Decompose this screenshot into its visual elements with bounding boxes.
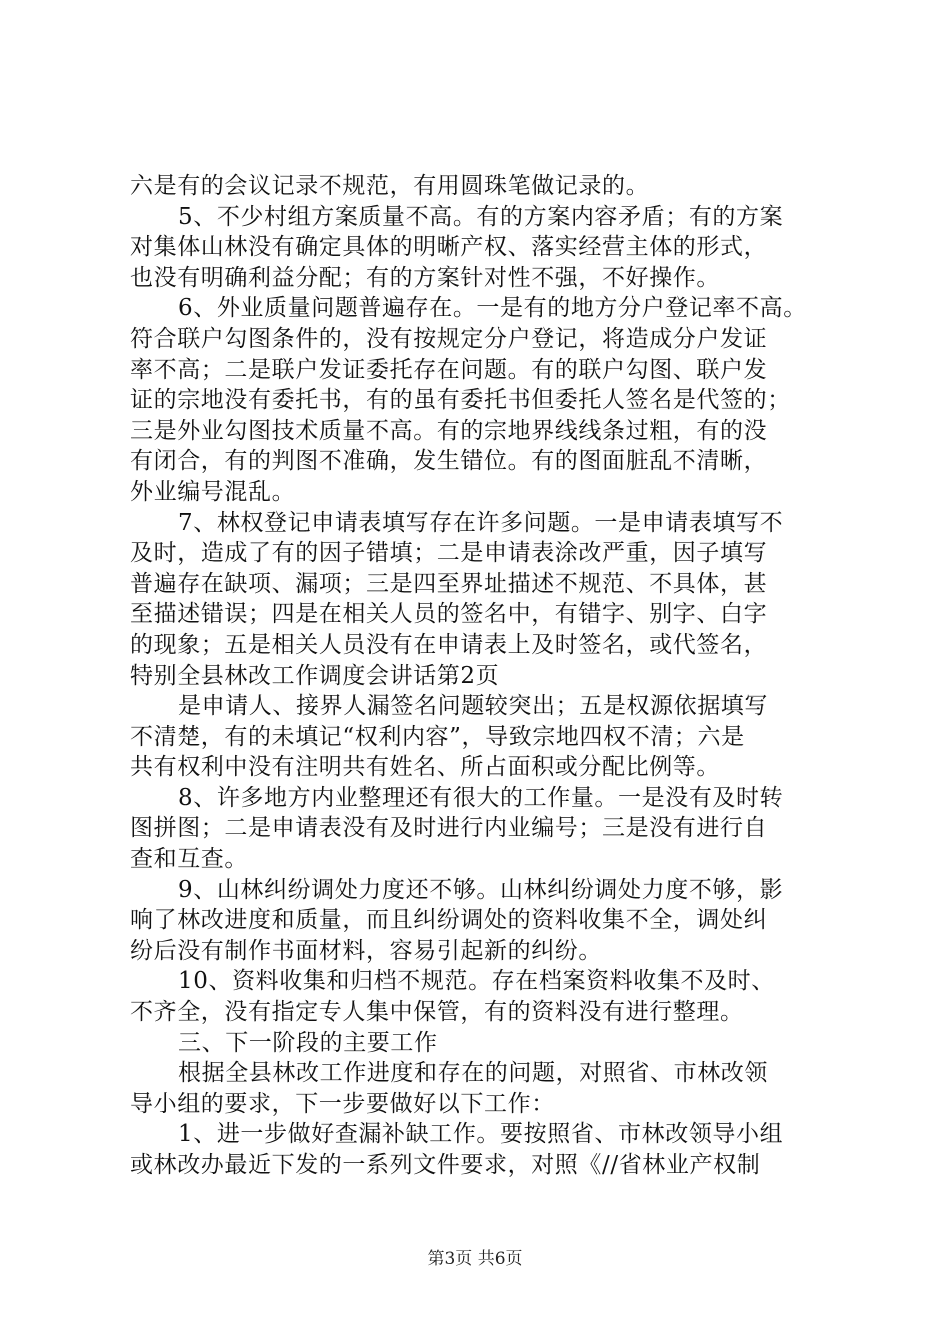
text-line: 符合联户勾图条件的，没有按规定分户登记，将造成分户发证 <box>130 325 768 352</box>
text-line: 查和互查。 <box>130 846 248 873</box>
page-footer <box>0 1244 950 1269</box>
text-line: 1、进一步做好查漏补缺工作。要按照省、市林改领导小组 <box>178 1121 784 1148</box>
text-line: 或林改办最近下发的一系列文件要求，对照《//省林业产权制 <box>130 1152 761 1178</box>
text-line: 10、资料收集和归档不规范。存在档案资料收集不及时、 <box>178 968 775 995</box>
text-line: 导小组的要求，下一步要做好以下工作： <box>130 1090 555 1117</box>
text-line: 证的宗地没有委托书，有的虽有委托书但委托人签名是代签的； <box>130 387 791 414</box>
text-line: 5、不少村组方案质量不高。有的方案内容矛盾；有的方案 <box>178 203 784 230</box>
text-line: 及时，造成了有的因子错填；二是申请表涂改严重，因子填写 <box>130 540 768 567</box>
text-line: 6、外业质量问题普遍存在。一是有的地方分户登记率不高。 <box>178 295 807 322</box>
text-line: 纷后没有制作书面材料，容易引起新的纠纷。 <box>130 937 602 964</box>
text-line: 不齐全，没有指定专人集中保管，有的资料没有进行整理。 <box>130 999 744 1026</box>
page-number-label: 第3页 共6页 <box>427 1249 523 1269</box>
text-line: 不清楚，有的未填记“权利内容”，导致宗地四权不清；六是 <box>130 723 745 750</box>
text-line: 普遍存在缺项、漏项；三是四至界址描述不规范、不具体，甚 <box>130 570 768 597</box>
text-line: 有闭合，有的判图不准确，发生错位。有的图面脏乱不清晰， <box>130 448 768 475</box>
text-line: 9、山林纠纷调处力度还不够。山林纠纷调处力度不够，影 <box>178 876 784 903</box>
text-line: 特别全县林改工作调度会讲话第2页 <box>130 662 500 689</box>
text-line: 图拼图；二是申请表没有及时进行内业编号；三是没有进行自 <box>130 815 768 842</box>
section-heading: 三、下一阶段的主要工作 <box>178 1029 438 1056</box>
text-line: 外业编号混乱。 <box>130 478 296 505</box>
text-line: 也没有明确利益分配；有的方案针对性不强，不好操作。 <box>130 264 720 291</box>
document-body <box>130 171 850 1181</box>
text-line: 8、许多地方内业整理还有很大的工作量。一是没有及时转 <box>178 784 784 811</box>
text-line: 至描述错误；四是在相关人员的签名中，有错字、别字、白字 <box>130 601 768 628</box>
text-line: 是申请人、接界人漏签名问题较突出；五是权源依据填写 <box>178 693 768 720</box>
text-line: 7、林权登记申请表填写存在许多问题。一是申请表填写不 <box>178 509 784 536</box>
text-line: 共有权利中没有注明共有姓名、所占面积或分配比例等。 <box>130 754 720 781</box>
text-line: 根据全县林改工作进度和存在的问题，对照省、市林改领 <box>178 1060 768 1087</box>
text-line: 率不高；二是联户发证委托存在问题。有的联户勾图、联户发 <box>130 356 768 383</box>
text-line: 六是有的会议记录不规范，有用圆珠笔做记录的。 <box>130 173 650 199</box>
text-line: 的现象；五是相关人员没有在申请表上及时签名，或代签名， <box>130 631 768 658</box>
text-line: 对集体山林没有确定具体的明晰产权、落实经营主体的形式， <box>130 234 768 261</box>
text-line: 三是外业勾图技术质量不高。有的宗地界线线条过粗，有的没 <box>130 417 768 444</box>
text-line: 响了林改进度和质量，而且纠纷调处的资料收集不全，调处纠 <box>130 907 768 934</box>
